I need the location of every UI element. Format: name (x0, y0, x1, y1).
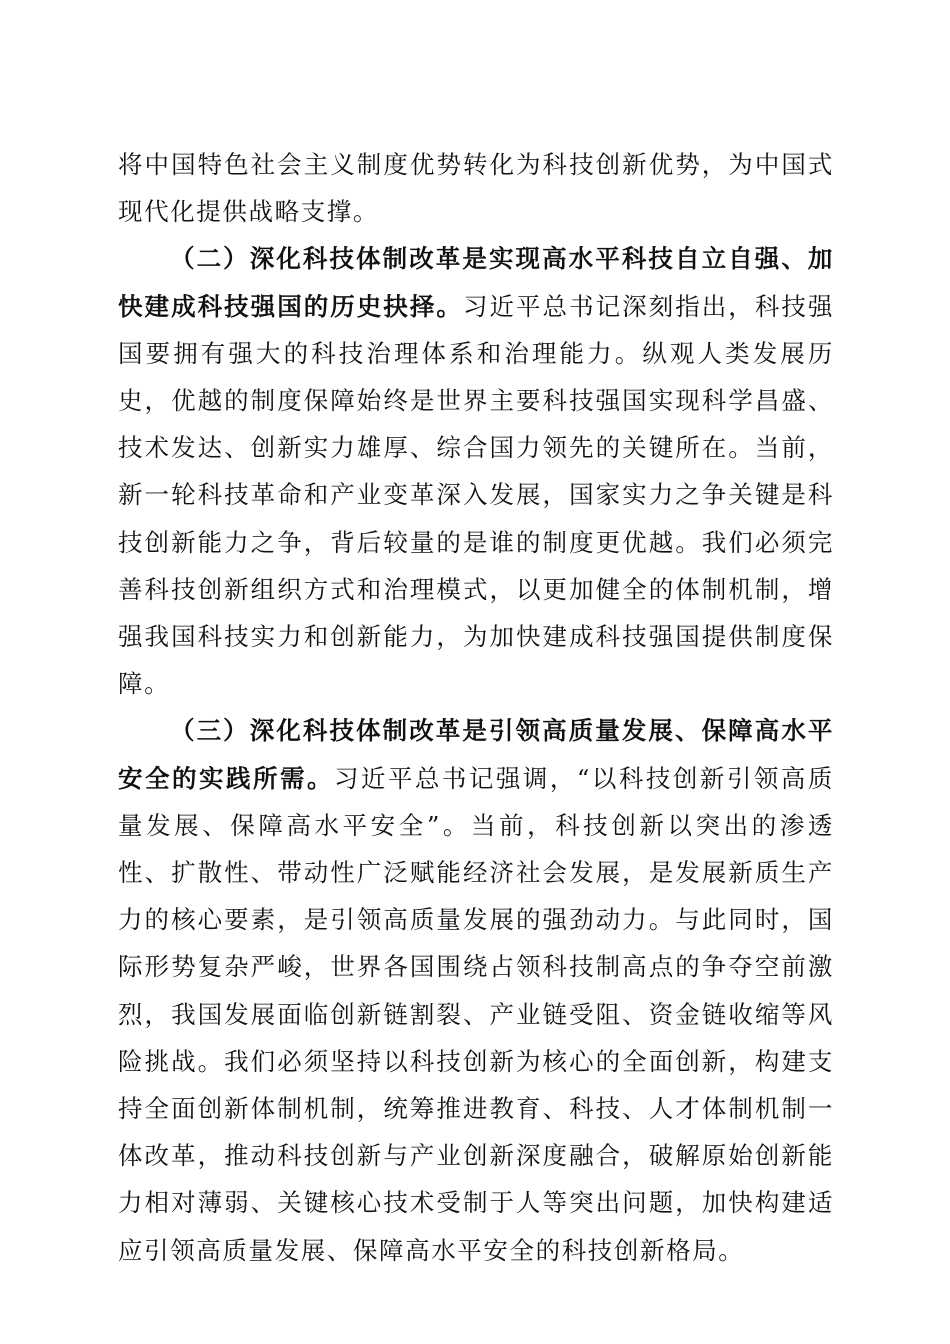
paragraph-1-body: 将中国特色社会主义制度优势转化为科技创新优势，为中国式现代化提供战略支撑。 (118, 150, 834, 227)
paragraph-2-lead: （二）深化科技体制改革是实现高水平科技自立自强、加快建成科技强国的历史抉择。 (118, 244, 834, 321)
paragraph-3 (118, 707, 834, 1273)
paragraph-1 (118, 141, 834, 235)
paragraph-2-body: 习近平总书记深刻指出，科技强国要拥有强大的科技治理体系和治理能力。纵观人类发展历史，优越的制度保障始终是世界主要科技强国实现科学昌盛、技术发达、创新实力雄厚、综合国力领先的关键所在。当前，新一轮科技革命和产业变革深入发展，国家实力之争关键是科技创新能力之争，背后较量的是谁的制度更优越。我们必须完善科技创新组织方式和治理模式，以更加健全的体制机制，增强我国科技实力和创新能力，为加快建成科技强国提供制度保障。 (118, 291, 834, 699)
paragraph-2 (118, 235, 834, 707)
document-body (118, 141, 834, 1274)
paragraph-3-body: 习近平总书记强调，“以科技创新引领高质量发展、保障高水平安全”。当前，科技创新以突出的渗透性、扩散性、带动性广泛赋能经济社会发展，是发展新质生产力的核心要素，是引领高质量发展的强劲动力。与此同时，国际形势复杂严峻，世界各国围绕占领科技制高点的争夺空前激烈，我国发展面临创新链割裂、产业链受阻、资金链收缩等风险挑战。我们必须坚持以科技创新为核心的全面创新，构建支持全面创新体制机制，统筹推进教育、科技、人才体制机制一体改革，推动科技创新与产业创新深度融合，破解原始创新能力相对薄弱、关键核心技术受制于人等突出问题，加快构建适应引领高质量发展、保障高水平安全的科技创新格局。 (118, 763, 834, 1265)
paragraph-3-lead: （三）深化科技体制改革是引领高质量发展、保障高水平安全的实践所需。 (118, 716, 834, 793)
